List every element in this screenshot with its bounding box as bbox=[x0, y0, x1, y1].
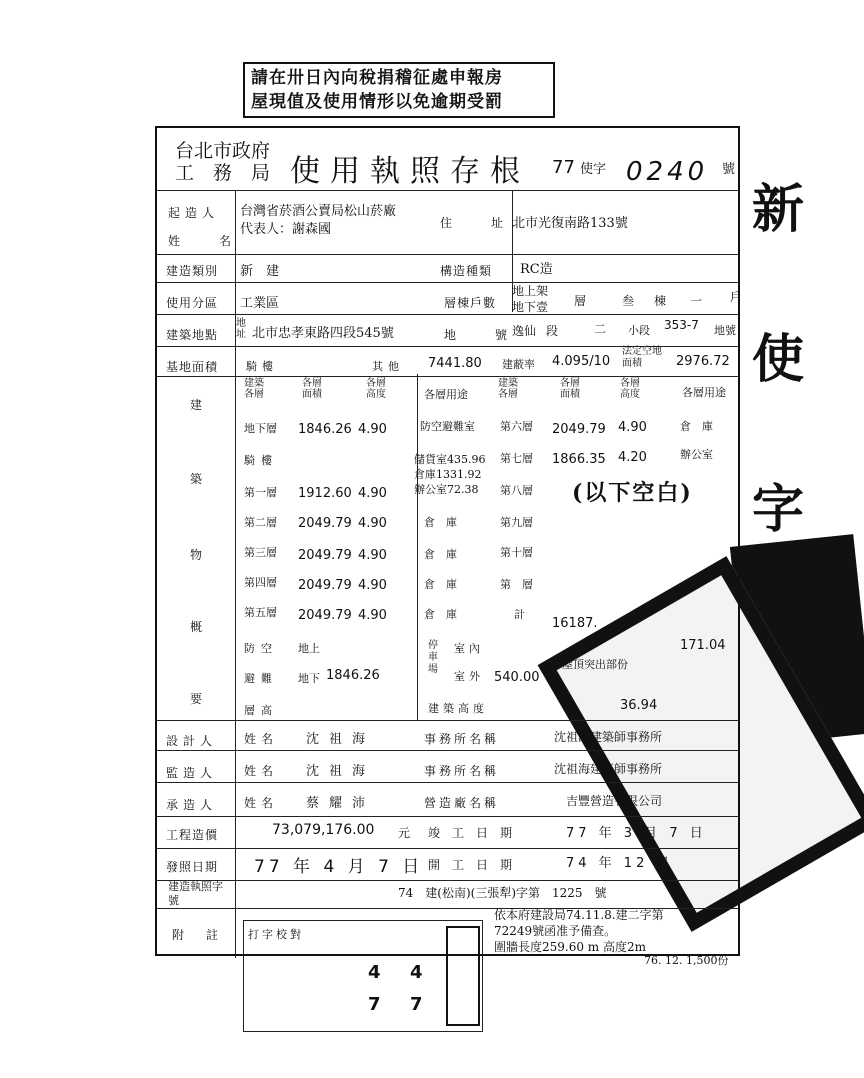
permit-value: 74 建(松南)(三張犁)字第 1225 號 bbox=[398, 886, 607, 900]
floor-height: 4.90 bbox=[358, 486, 387, 501]
floor-name: 第十層 bbox=[500, 546, 533, 559]
lot-number: 353-7 bbox=[664, 318, 699, 332]
number-prefix: 77 bbox=[552, 157, 575, 178]
parking-label: 停車場 bbox=[428, 640, 438, 675]
floor-use: 倉 庫 bbox=[424, 608, 457, 621]
floors-above: 地上架 bbox=[512, 284, 549, 298]
designer-office-label: 事務所名稱 bbox=[424, 732, 500, 746]
builder-name-label: 姓名 bbox=[244, 796, 279, 810]
start-label: 開工日期 bbox=[428, 858, 525, 872]
floor-use: 辦公室 bbox=[680, 448, 713, 461]
stamp-slot-4: 7 bbox=[410, 994, 423, 1015]
issue-label: 發照日期 bbox=[166, 860, 219, 874]
floor-use: 倉 庫 bbox=[680, 420, 713, 433]
floor-height: 4.90 bbox=[358, 578, 387, 593]
notice-line-2: 屋現值及使用情形以免逾期受罰 bbox=[251, 92, 503, 112]
number-suffix: 號 bbox=[722, 162, 736, 177]
side-label-4: 概 bbox=[190, 620, 203, 634]
lot-unit: 地號 bbox=[714, 324, 736, 337]
floor-area: 1866.35 bbox=[552, 452, 606, 467]
number-mid: 使字 bbox=[580, 162, 607, 177]
applicant-rep: 代表人：謝森國 bbox=[240, 222, 332, 237]
floor-name: 第五層 bbox=[244, 606, 277, 619]
floor-use: 儲貨室435.96 倉庫1331.92 辦公室72.38 bbox=[414, 453, 486, 496]
header-left-c4: 各層用途 bbox=[424, 388, 468, 401]
floor-name: 計 bbox=[514, 608, 525, 621]
floor-use: 防空避難室 bbox=[420, 420, 475, 433]
floor-use: 倉 庫 bbox=[424, 516, 457, 529]
floor-name: 第四層 bbox=[244, 576, 277, 589]
floor-name: 地下層 bbox=[244, 422, 277, 435]
supervisor-office-label: 事務所名稱 bbox=[424, 764, 500, 778]
note-line-3: 圍牆長度259.60 m 高度2m bbox=[494, 940, 647, 954]
clerk-label: 打字校對 bbox=[248, 928, 304, 941]
start-date: 74 年 12 月 bbox=[566, 856, 674, 871]
structure-label: 構造種類 bbox=[440, 264, 493, 278]
designer-name: 沈祖海 bbox=[306, 732, 376, 747]
notes-label: 附 註 bbox=[172, 928, 224, 942]
floor-name: 第三層 bbox=[244, 546, 277, 559]
lot-name: 逸仙 bbox=[512, 324, 537, 338]
open-area: 2976.72 bbox=[676, 354, 730, 369]
supervisor-name-label: 姓名 bbox=[244, 764, 279, 778]
designer-name-label: 姓名 bbox=[244, 732, 279, 746]
side-label-2: 築 bbox=[190, 472, 203, 486]
side-label-5: 要 bbox=[190, 692, 203, 706]
floor-name: 第二層 bbox=[244, 516, 277, 529]
floor-area: 2049.79 bbox=[298, 578, 352, 593]
floor-area: 2049.79 bbox=[298, 608, 352, 623]
builder-company-label: 營造廠名稱 bbox=[424, 796, 500, 810]
roof-value: 171.04 bbox=[680, 638, 726, 653]
floor-height: 4.90 bbox=[358, 516, 387, 531]
floor-use: 倉 庫 bbox=[424, 548, 457, 561]
side-label-3: 物 bbox=[190, 548, 203, 562]
done-date: 77 年 3 月 7 日 bbox=[566, 826, 707, 841]
floor-use: 倉 庫 bbox=[424, 578, 457, 591]
header-left-c3: 各層高度 bbox=[366, 378, 386, 400]
permit-label: 建造執照字號 bbox=[168, 880, 223, 907]
floor-area: 2049.79 bbox=[552, 422, 606, 437]
note-line-1: 依本府建設局74.11.8.建二字第 bbox=[494, 908, 664, 922]
floors-unit5: 戶 bbox=[730, 290, 743, 304]
lot-section-no: 二 bbox=[594, 322, 607, 336]
supervisor-label: 監造人 bbox=[166, 766, 218, 780]
done-label: 竣工日期 bbox=[428, 826, 525, 840]
evac-label: 避難 bbox=[244, 672, 278, 685]
parking-indoor: 室內 bbox=[454, 642, 484, 655]
air-raid-ground: 地上 bbox=[298, 642, 320, 655]
address-label: 住 址 bbox=[440, 216, 509, 230]
floor-name: 騎樓 bbox=[244, 454, 278, 467]
cost-unit: 元 bbox=[398, 826, 411, 840]
note-line-2: 72249號函准予備查。 bbox=[494, 924, 617, 938]
floor-name: 第六層 bbox=[500, 420, 533, 433]
floor-name: 第八層 bbox=[500, 484, 533, 497]
margin-text: 新使字 bbox=[752, 179, 805, 540]
floor-area: 2049.79 bbox=[298, 548, 352, 563]
category-value: 新 建 bbox=[240, 264, 280, 279]
floor-name: 第 層 bbox=[500, 578, 533, 591]
floors-unit2: 叁 bbox=[622, 294, 635, 308]
floor-height: 4.90 bbox=[618, 420, 647, 435]
permit-number: 0240 bbox=[626, 157, 709, 187]
roof-label: 屋頂突出部份 bbox=[562, 658, 628, 671]
other-area: 7441.80 bbox=[428, 356, 482, 371]
open-label: 法定空地面積 bbox=[622, 346, 662, 369]
floor-area: 16187. bbox=[552, 616, 598, 631]
side-label-1: 建 bbox=[190, 398, 203, 412]
category-label: 建造類別 bbox=[166, 264, 219, 278]
supervisor-name: 沈祖海 bbox=[306, 764, 376, 779]
applicant-label: 起造人 bbox=[168, 206, 220, 220]
stamp-slot-2: 7 bbox=[368, 994, 381, 1015]
floors-unit4: 一 bbox=[690, 294, 703, 308]
floors-unit1: 層 bbox=[574, 294, 587, 308]
area-label: 基地面積 bbox=[166, 360, 219, 374]
red-seal bbox=[446, 926, 480, 1026]
bldg-height-value: 36.94 bbox=[620, 698, 658, 713]
evac-value: 1846.26 bbox=[326, 668, 380, 683]
other-label: 其他 bbox=[372, 360, 404, 373]
parking-outdoor-value: 540.00 bbox=[494, 670, 540, 685]
floors-label: 層棟戶數 bbox=[444, 296, 497, 310]
print-note: 76. 12. 1,500份 bbox=[644, 954, 729, 967]
bldg-height-label: 建築高度 bbox=[428, 702, 488, 715]
evac-underground: 地下 bbox=[298, 672, 320, 685]
floor-height: 4.90 bbox=[358, 608, 387, 623]
notice-line-1: 請在卅日內向稅捐稽征處申報房 bbox=[251, 68, 503, 88]
notice-stamp bbox=[243, 62, 555, 118]
floors-unit3: 棟 bbox=[654, 294, 667, 308]
cost-label: 工程造價 bbox=[166, 828, 219, 842]
header-right-c4: 各層用途 bbox=[682, 386, 726, 399]
floor-height: 4.20 bbox=[618, 450, 647, 465]
header-right-c2: 各層面積 bbox=[560, 378, 580, 400]
designer-label: 設計人 bbox=[166, 734, 218, 748]
builder-name: 蔡耀沛 bbox=[306, 796, 376, 811]
structure-value: RC造 bbox=[520, 262, 553, 277]
blank-note: (以下空白) bbox=[572, 480, 693, 506]
header-left-c1: 建築各層 bbox=[244, 378, 264, 400]
site-label: 建築地點 bbox=[166, 328, 219, 342]
agency-line-2: 工 務 局 bbox=[175, 162, 271, 184]
floor-area: 2049.79 bbox=[298, 516, 352, 531]
coverage-value: 4.095/10 bbox=[552, 354, 611, 369]
name-label: 姓 名 bbox=[168, 234, 237, 248]
floor-area: 1846.26 bbox=[298, 422, 352, 437]
stamp-slot-3: 4 bbox=[410, 962, 423, 983]
floors-below: 地下壹 bbox=[512, 300, 549, 314]
builder-company: 吉豐營造有限公司 bbox=[566, 794, 663, 808]
floor-height: 4.90 bbox=[358, 548, 387, 563]
applicant-address: 北市光復南路133號 bbox=[512, 216, 628, 231]
lot-label: 地 號 bbox=[444, 328, 513, 342]
supervisor-office: 沈祖海建築師事務所 bbox=[554, 762, 663, 776]
builder-label: 承造人 bbox=[166, 798, 218, 812]
header-left-c2: 各層面積 bbox=[302, 378, 322, 400]
agency-line-1: 台北市政府 bbox=[175, 140, 271, 162]
floor-name: 第一層 bbox=[244, 486, 277, 499]
arcade-label: 騎樓 bbox=[246, 360, 278, 373]
zoning-label: 使用分區 bbox=[166, 296, 219, 310]
air-raid-label: 防空 bbox=[244, 642, 278, 655]
header-right-c1: 建築各層 bbox=[498, 378, 518, 400]
applicant-value: 台灣省菸酒公賣局松山菸廠 bbox=[240, 204, 397, 219]
site-addr-label: 地址 bbox=[236, 318, 246, 340]
lot-sub: 小段 bbox=[628, 324, 650, 337]
designer-office: 沈祖海建築師事務所 bbox=[554, 730, 663, 744]
form-title: 使用執照存根 bbox=[290, 154, 530, 189]
lot-section: 段 bbox=[546, 324, 559, 338]
cost-value: 73,079,176.00 bbox=[272, 822, 375, 838]
floor-area: 1912.60 bbox=[298, 486, 352, 501]
issue-date: 77 年 4 月 7 日 bbox=[254, 857, 424, 877]
site-address: 北市忠孝東路四段545號 bbox=[252, 326, 394, 341]
header-right-c3: 各層高度 bbox=[620, 378, 640, 400]
floor-height-label: 層高 bbox=[244, 704, 278, 717]
floor-height: 4.90 bbox=[358, 422, 387, 437]
floor-name: 第七層 bbox=[500, 452, 533, 465]
floor-name: 第九層 bbox=[500, 516, 533, 529]
coverage-label: 建蔽率 bbox=[502, 358, 535, 371]
stamp-slot-1: 4 bbox=[368, 962, 381, 983]
zoning-value: 工業區 bbox=[240, 296, 280, 311]
parking-outdoor: 室外 bbox=[454, 670, 484, 683]
agency-name bbox=[175, 140, 270, 184]
